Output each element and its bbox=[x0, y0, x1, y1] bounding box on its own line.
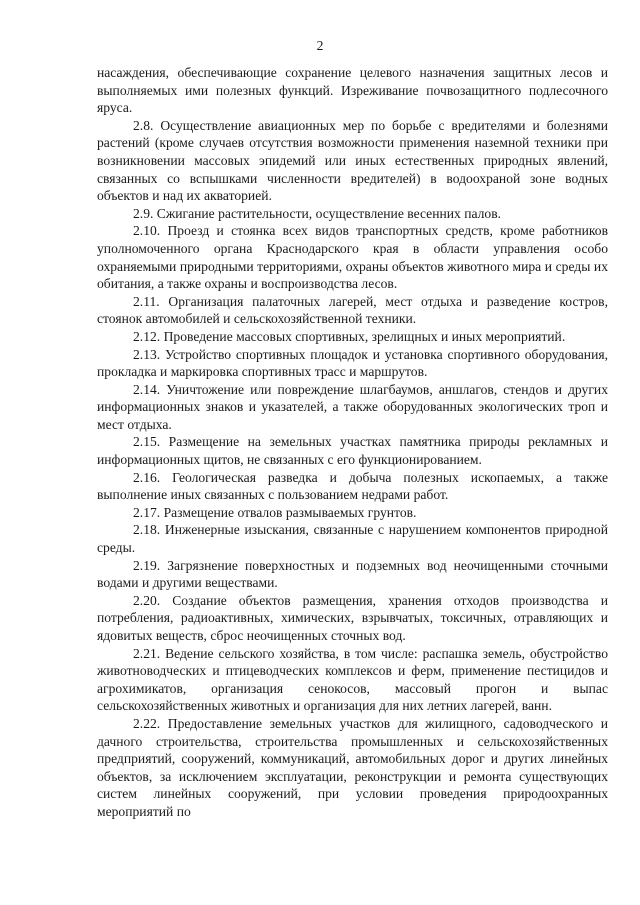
paragraph-2-12: 2.12. Проведение массовых спортивных, зрелищных и иных мероприятий. bbox=[133, 328, 566, 344]
paragraph-2-9: 2.9. Сжигание растительности, осуществление весенних палов. bbox=[133, 205, 502, 221]
paragraph-continuation: насаждения, обеспечивающие сохранение целевого назначения защитных лесов и выполняемых ими полезных функций. Изреживание почвозащитного подлесочного яруса. bbox=[97, 65, 608, 116]
paragraph-2-15: 2.15. Размещение на земельных участках памятника природы рекламных и информационных щитов, не связанных с его функционированием. bbox=[97, 434, 608, 468]
paragraph-2-20: 2.20. Создание объектов размещения, хранения отходов производства и потребления, радиоактивных, химических, взрывчатых, токсичных, отравляющих и ядовитых веществ, сброс неочищенных сточных вод. bbox=[97, 592, 608, 643]
paragraph-2-13: 2.13. Устройство спортивных площадок и установка спортивного оборудования, прокладка и маркировка спортивных трасс и маршрутов. bbox=[97, 346, 608, 380]
paragraph-2-16: 2.16. Геологическая разведка и добыча полезных ископаемых, а также выполнение иных связанных с пользованием недрами работ. bbox=[97, 469, 608, 503]
paragraph-2-14: 2.14. Уничтожение или повреждение шлагбаумов, аншлагов, стендов и других информационных знаков и указателей, а также оборудованных экологических троп и мест отдыха. bbox=[97, 381, 608, 432]
paragraph-2-11: 2.11. Организация палаточных лагерей, мест отдыха и разведение костров, стоянок автомобилей и сельскохозяйственной техники. bbox=[97, 293, 608, 327]
paragraph-2-10: 2.10. Проезд и стоянка всех видов транспортных средств, кроме работников уполномоченного органа Краснодарского края в области управления особо охраняемыми природными территориями, охраны объектов животного мира и среды их обитания, а также охраны и воспроизводства лесов. bbox=[97, 223, 608, 292]
paragraph-2-8: 2.8. Осуществление авиационных мер по борьбе с вредителями и болезнями растений (кроме случаев отсутствия возможности применения наземной техники при возникновении массовых эпидемий или иных естественных природных явлений, связанных со вспышками численности вредителей) в водоохраной зоне водных объектов и над их акваторией. bbox=[97, 117, 608, 204]
paragraph-2-22: 2.22. Предоставление земельных участков для жилищного, садоводческого и дачного строительства, строительства промышленных и сельскохозяйственных предприятий, сооружений, коммуникаций, автомобильных дорог и других линейных объектов, за исключением эксплуатации, реконструкции и ремонта существующих систем линейных сооружений, при условии проведения природоохранных мероприятий по bbox=[97, 715, 608, 819]
paragraph-2-21: 2.21. Ведение сельского хозяйства, в том числе: распашка земель, обустройство животноводческих и птицеводческих комплексов и ферм, применение пестицидов и агрохимикатов, организация сенокосов, массовый прогон и выпас сельскохозяйственных животных и организация для них летних лагерей, ванн. bbox=[97, 645, 608, 714]
document-body bbox=[97, 64, 608, 821]
paragraph-2-19: 2.19. Загрязнение поверхностных и подземных вод неочищенными сточными водами и другими веществами. bbox=[97, 557, 608, 591]
page-number: 2 bbox=[316, 38, 324, 53]
paragraph-2-18: 2.18. Инженерные изыскания, связанные с нарушением компонентов природной среды. bbox=[97, 522, 608, 556]
paragraph-2-17: 2.17. Размещение отвалов размываемых грунтов. bbox=[133, 504, 417, 520]
